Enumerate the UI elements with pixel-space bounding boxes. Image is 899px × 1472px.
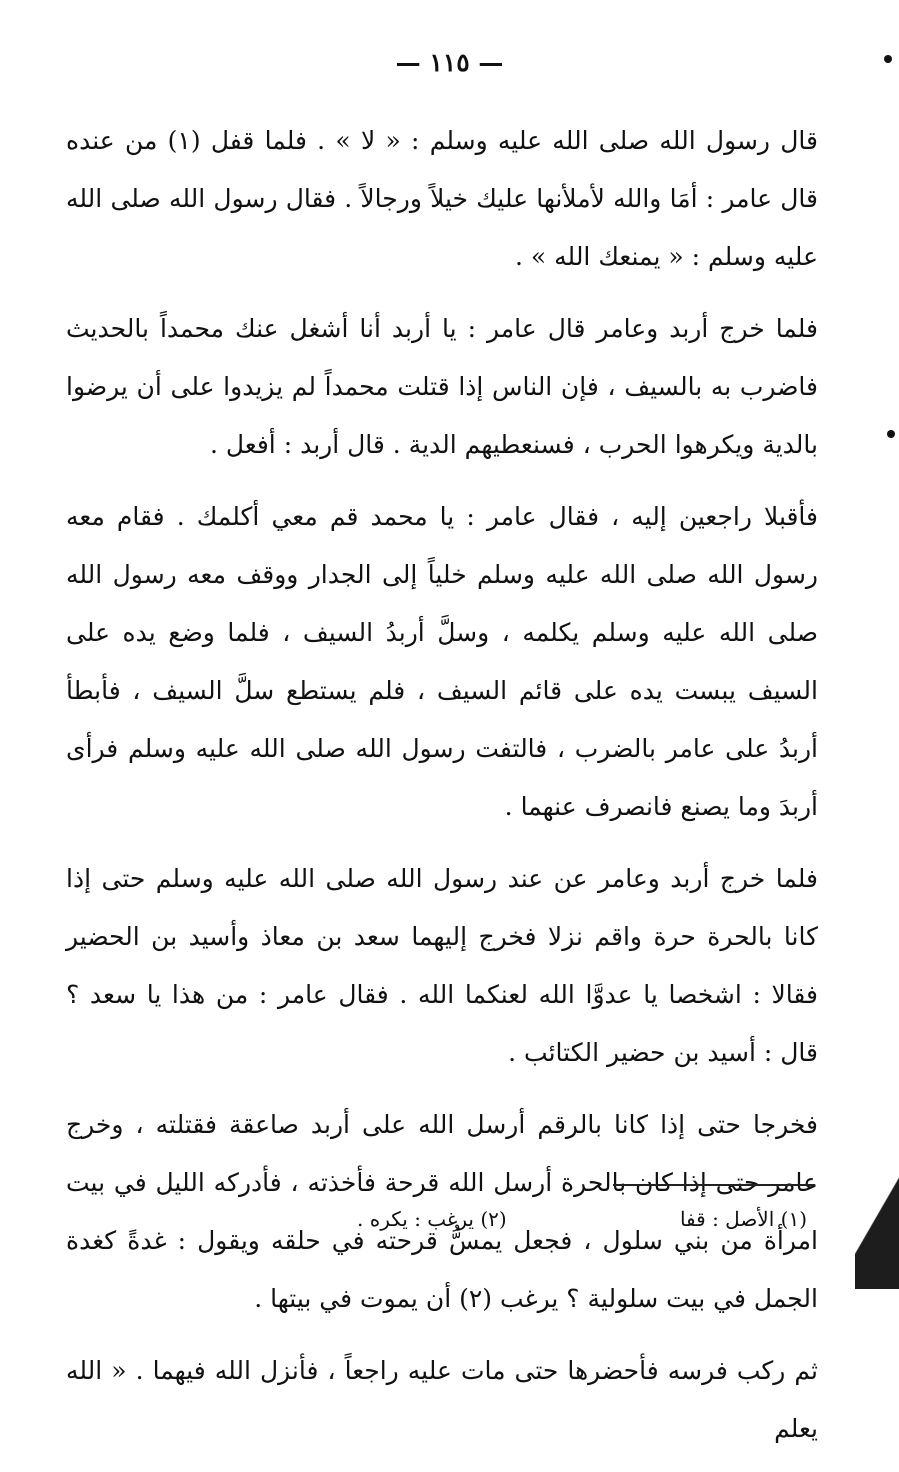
paragraph: ثم ركب فرسه فأحضرها حتى مات عليه راجعاً ، فأنزل الله فيهما . « الله يعلم [66,1356,818,1443]
paragraph: قال رسول الله صلى الله عليه وسلم : « لا » . فلما قفل (١) من عنده قال عامر : أمَا والله لأملأنها عليك خيلاً ورجالاً . فقال رسول الله صلى الله عليه وسلم : « يمنعك الله » . [66,126,818,271]
page-body [66,112,818,1472]
footnote-2: (٢) يرغب : يكره . [357,1207,507,1231]
scan-corner-shadow [855,1149,899,1289]
footnote-separator [613,1184,815,1186]
paragraph: فلما خرج أربد وعامر قال عامر : يا أربد أنا أشغل عنك محمداً بالحديث فاضرب به بالسيف ، فإن الناس إذا قتلت محمداً لم يزيدوا على أن يرضوا بالدية ويكرهوا الحرب ، فسنعطيهم الدية . قال أربد : أفعل . [66,314,818,459]
paragraph: فأقبلا راجعين إليه ، فقال عامر : يا محمد قم معي أكلمك . فقام معه رسول الله صلى الله عليه وسلم خلياً إلى الجدار ووقف معه رسول الله صلى الله عليه وسلم يكلمه ، وسلَّ أربدُ السيف ، فلما وضع يده على السيف يبست يده على قائم السيف ، فلم يستطع سلَّ السيف ، فأبطأ أربدُ على عامر بالضرب ، فالتفت رسول الله صلى الله عليه وسلم فرأى أربدَ وما يصنع فانصرف عنهما . [66,502,818,821]
paragraph: فخرجا حتى إذا كانا بالرقم أرسل الله على أربد صاعقة فقتلته ، وخرج عامر حتى إذا كان بالحرة أرسل الله قرحة فأخذته ، فأدركه الليل في بيت امرأة من بني سلول ، فجعل يمسُّ قرحته في حلقه ويقول : غدةً كغدة الجمل في بيت سلولية ؟ يرغب (٢) أن يموت في بيتها . [66,1110,818,1313]
left-margin-mark-top [884,55,892,63]
paragraph: فلما خرج أربد وعامر عن عند رسول الله صلى الله عليه وسلم حتى إذا كانا بالحرة حرة واقم نزلا فخرج إليهما سعد بن معاذ وأسيد بن الحضير فقالا : اشخصا يا عدوَّا الله لعنكما الله . فقال عامر : من هذا يا سعد ؟ قال : أسيد بن حضير الكتائب . [66,864,818,1067]
footnote-1: (١) الأصل : قفا [679,1207,807,1231]
left-margin-mark-middle [887,430,895,438]
footnotes [357,1203,807,1235]
page-number: — ١١٥ — [395,48,504,77]
